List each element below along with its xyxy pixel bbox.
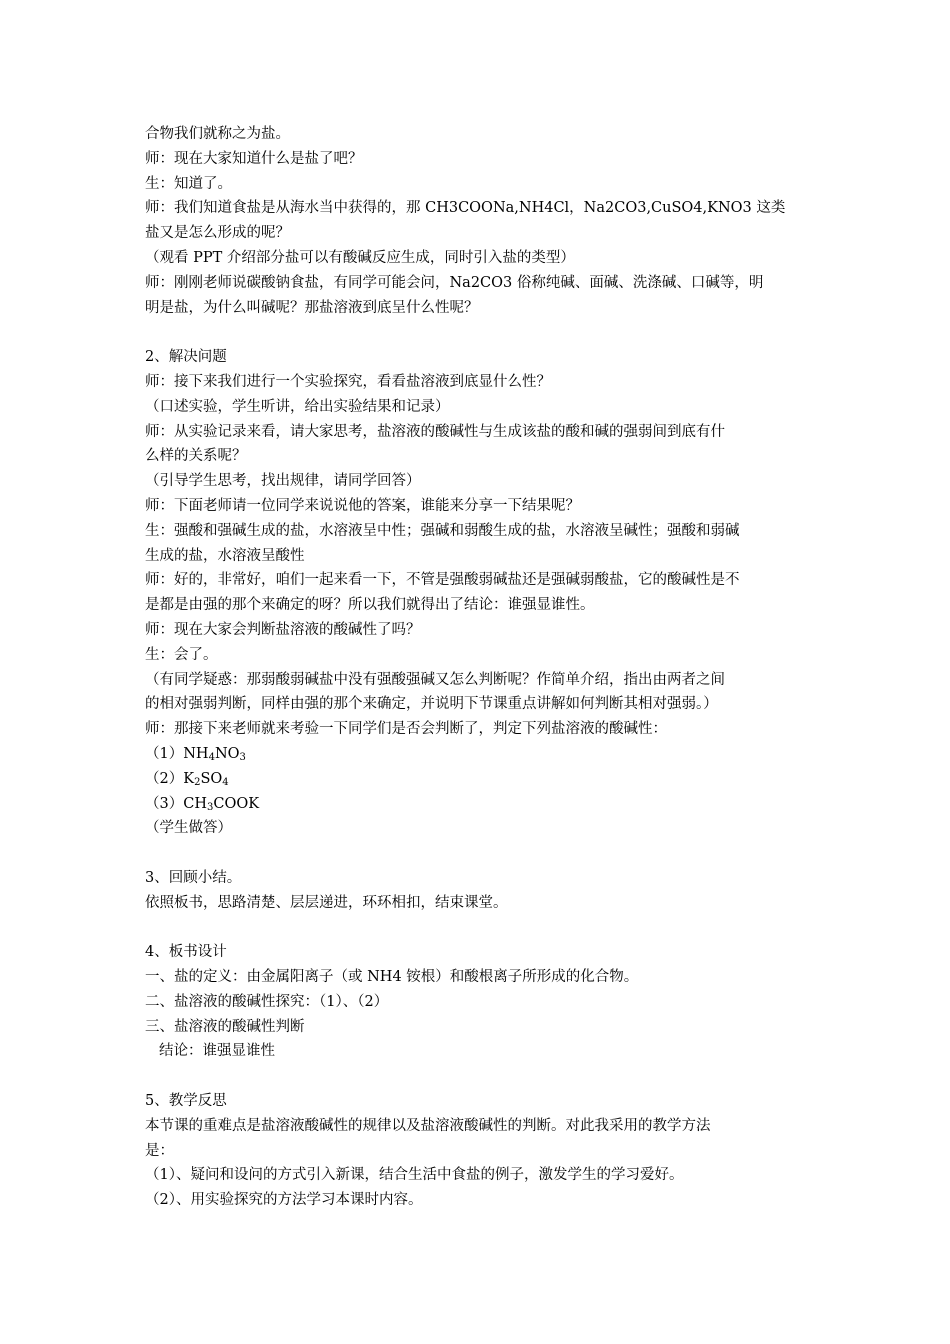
text-line: 师：我们知道食盐是从海水当中获得的，那 CH3COONa,NH4Cl，Na2CO3,CuSO4,KNO3 这类	[145, 200, 786, 217]
paragraph	[145, 668, 815, 718]
text-line: 师：现在大家会判断盐溶液的酸碱性了吗？	[145, 621, 421, 638]
text-line: （观看 PPT 介绍部分盐可以有酸碱反应生成，同时引入盐的类型）	[145, 249, 575, 266]
blank-line	[145, 320, 815, 345]
formula-text: （3）CH	[145, 795, 207, 812]
text-line: 师：接下来我们进行一个实验探究，看看盐溶液到底显什么性？	[145, 373, 551, 390]
conclusion-line: 结论：谁强显谁性	[159, 1043, 275, 1060]
text-line: 依照板书，思路清楚、层层递进，环环相扣，结束课堂。	[145, 894, 508, 911]
text-line: 合物我们就称之为盐。	[145, 126, 290, 142]
formula-text: SO	[200, 770, 223, 787]
text-line: 生：知道了。	[145, 175, 232, 192]
text-line: 一、盐的定义：由金属阳离子（或 NH4 铵根）和酸根离子所形成的化合物。	[145, 969, 639, 986]
text-line: 是：	[145, 1142, 174, 1159]
paragraph	[145, 568, 815, 618]
formula-item-3	[145, 792, 815, 817]
formula-subscript: 3	[239, 751, 246, 763]
text-line: 生：会了。	[145, 646, 218, 663]
text-line: 么样的关系呢？	[145, 448, 247, 465]
text-line: 师：好的，非常好，咱们一起来看一下，不管是强酸弱碱盐还是强碱弱酸盐，它的酸碱性是不	[145, 572, 740, 589]
blank-line	[145, 1064, 815, 1089]
text-line: 本节课的重难点是盐溶液酸碱性的规律以及盐溶液酸碱性的判断。对此我采用的教学方法	[145, 1117, 711, 1134]
formula-text: COOK	[213, 795, 260, 812]
formula-subscript: 2	[194, 776, 201, 788]
text-line: 师：那接下来老师就来考验一下同学们是否会判断了，判定下列盐溶液的酸碱性：	[145, 721, 667, 738]
paragraph	[145, 271, 815, 321]
formula-text: NO	[214, 745, 240, 762]
text-line: 明是盐，为什么叫碱呢？那盐溶液到底呈什么性呢？	[145, 299, 479, 316]
text-line: 师：从实验记录来看，请大家思考，盐溶液的酸碱性与生成该盐的酸和碱的强弱间到底有什	[145, 423, 725, 440]
paragraph	[145, 196, 815, 246]
formula-item-2	[145, 767, 815, 792]
text-line: （2）、用实验探究的方法学习本课时内容。	[145, 1192, 423, 1209]
text-line: （1）、疑问和设问的方式引入新课，结合生活中食盐的例子，激发学生的学习爱好。	[145, 1167, 684, 1184]
section-heading: 5、教学反思	[145, 1093, 227, 1110]
text-line: （引导学生思考，找出规律，请同学回答）	[145, 473, 421, 490]
text-line: 生成的盐，水溶液呈酸性	[145, 547, 305, 564]
text-line: 师：刚刚老师说碳酸钠食盐，有同学可能会问，Na2CO3 俗称纯碱、面碱、洗涤碱、口碱等，明	[145, 274, 764, 291]
paragraph	[145, 1114, 815, 1164]
blank-line	[145, 916, 815, 941]
formula-subscript: 3	[206, 801, 214, 813]
formula-text: （1）NH	[145, 745, 209, 762]
document-page	[145, 122, 815, 1213]
text-line: 盐又是怎么形成的呢？	[145, 225, 290, 242]
section-heading: 4、板书设计	[145, 944, 227, 961]
text-line: 的相对强弱判断，同样由强的那个来确定，并说明下节课重点讲解如何判断其相对强弱。）	[145, 696, 718, 713]
section-heading: 2、解决问题	[145, 349, 227, 366]
text-line: 师：现在大家知道什么是盐了吧？	[145, 150, 363, 167]
text-line: （有同学疑惑：那弱酸弱碱盐中没有强酸强碱又怎么判断呢？作简单介绍，指出由两者之间	[145, 671, 725, 688]
text-line: 师：下面老师请一位同学来说说他的答案，谁能来分享一下结果呢？	[145, 497, 580, 514]
blank-line	[145, 841, 815, 866]
text-line: 三、盐溶液的酸碱性判断	[145, 1018, 305, 1035]
text-line: 生：强酸和强碱生成的盐，水溶液呈中性；强碱和弱酸生成的盐，水溶液呈碱性；强酸和弱碱	[145, 522, 740, 539]
section-heading: 3、回顾小结。	[145, 869, 242, 886]
formula-subscript: 4	[222, 776, 229, 788]
paragraph	[145, 519, 815, 569]
text-line: 是都是由强的那个来确定的呀？所以我们就得出了结论：谁强显谁性。	[145, 597, 595, 614]
formula-item-1	[145, 742, 815, 767]
formula-subscript: 4	[208, 751, 215, 763]
text-line: （学生做答）	[145, 820, 232, 837]
text-line: （口述实验，学生听讲，给出实验结果和记录）	[145, 398, 450, 415]
paragraph	[145, 420, 815, 470]
formula-text: （2）K	[145, 770, 195, 787]
text-line: 二、盐溶液的酸碱性探究：（1）、（2）	[145, 993, 389, 1010]
